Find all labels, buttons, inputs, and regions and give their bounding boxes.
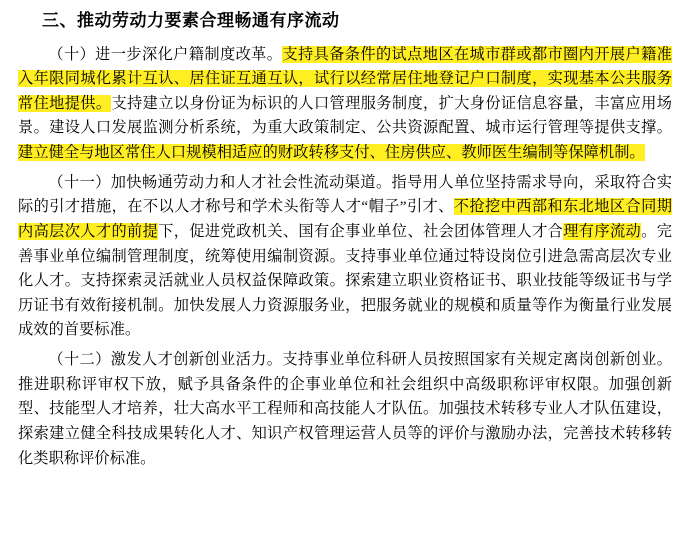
body-text: （十一）加快畅通劳动力和人才社会性流动渠道。指导用人单位坚持需求导向，采取符合实际的引才措施，在不以人才称号和学术头衔等人才“帽子”引才、 xyxy=(18,173,672,216)
paragraph-10 xyxy=(18,40,672,168)
highlighted-text: 不抢挖中西部和东北地区合同期内高层次人才的前提 xyxy=(18,198,672,240)
highlighted-text: 建立健全与地区常住人口规模相适应的财政转移支付、住房供应、教师医生编制等保障机制。 xyxy=(18,144,645,161)
highlighted-text: 支持具备条件的试点地区在城市群或都市圈内开展户籍准入年限同城化累计互认、居住证互通互认，试行以经常居住地登记户口制度，实现基本公共服务常住地提供。 xyxy=(18,45,673,112)
body-text: 。完善事业单位编制管理制度，统筹使用编制资源。支持事业单位通过特设岗位引进急需高层次专业化人才。支持探索灵活就业人员权益保障政策。探索建立职业资格证书、职业技能等级证书与学历证书有效衔接机制。加快发展人力资源服务业，把服务就业的规模和质量等作为衡量行业发展成效的首要标准。 xyxy=(18,222,672,339)
paragraph-11 xyxy=(18,168,672,345)
page-title: 三、推动劳动力要素合理畅通有序流动 xyxy=(42,11,340,30)
body-text: （十二）激发人才创新创业活力。支持事业单位科研人员按照国家有关规定离岗创新创业。推进职称评审权下放，赋予具备条件的企事业单位和社会组织中高级职称评审权限。加强创新型、技能型人才培养，壮大高水平工程师和高技能人才队伍。加强技术转移专业人才队伍建设，探索建立健全科技成果转化人才、知识产权管理运营人员等的评价与激励办法，完善技术转移转化类职称评价标准。 xyxy=(18,351,672,467)
highlighted-text: 理有序流动 xyxy=(563,222,642,240)
body-text: 下，促进党政机关、国有企事业单位、社会团体管理人才合 xyxy=(158,222,564,240)
body-text: （十）进一步深化户籍制度改革。 xyxy=(48,45,283,63)
paragraph-12 xyxy=(18,345,672,473)
body-text: 支持建立以身份证为标识的人口管理服务制度，扩大身份证信息容量，丰富应用场景。建设人口发展监测分析系统，为重大政策制定、公共资源配置、城市运行管理等提供支撑。 xyxy=(18,94,672,137)
